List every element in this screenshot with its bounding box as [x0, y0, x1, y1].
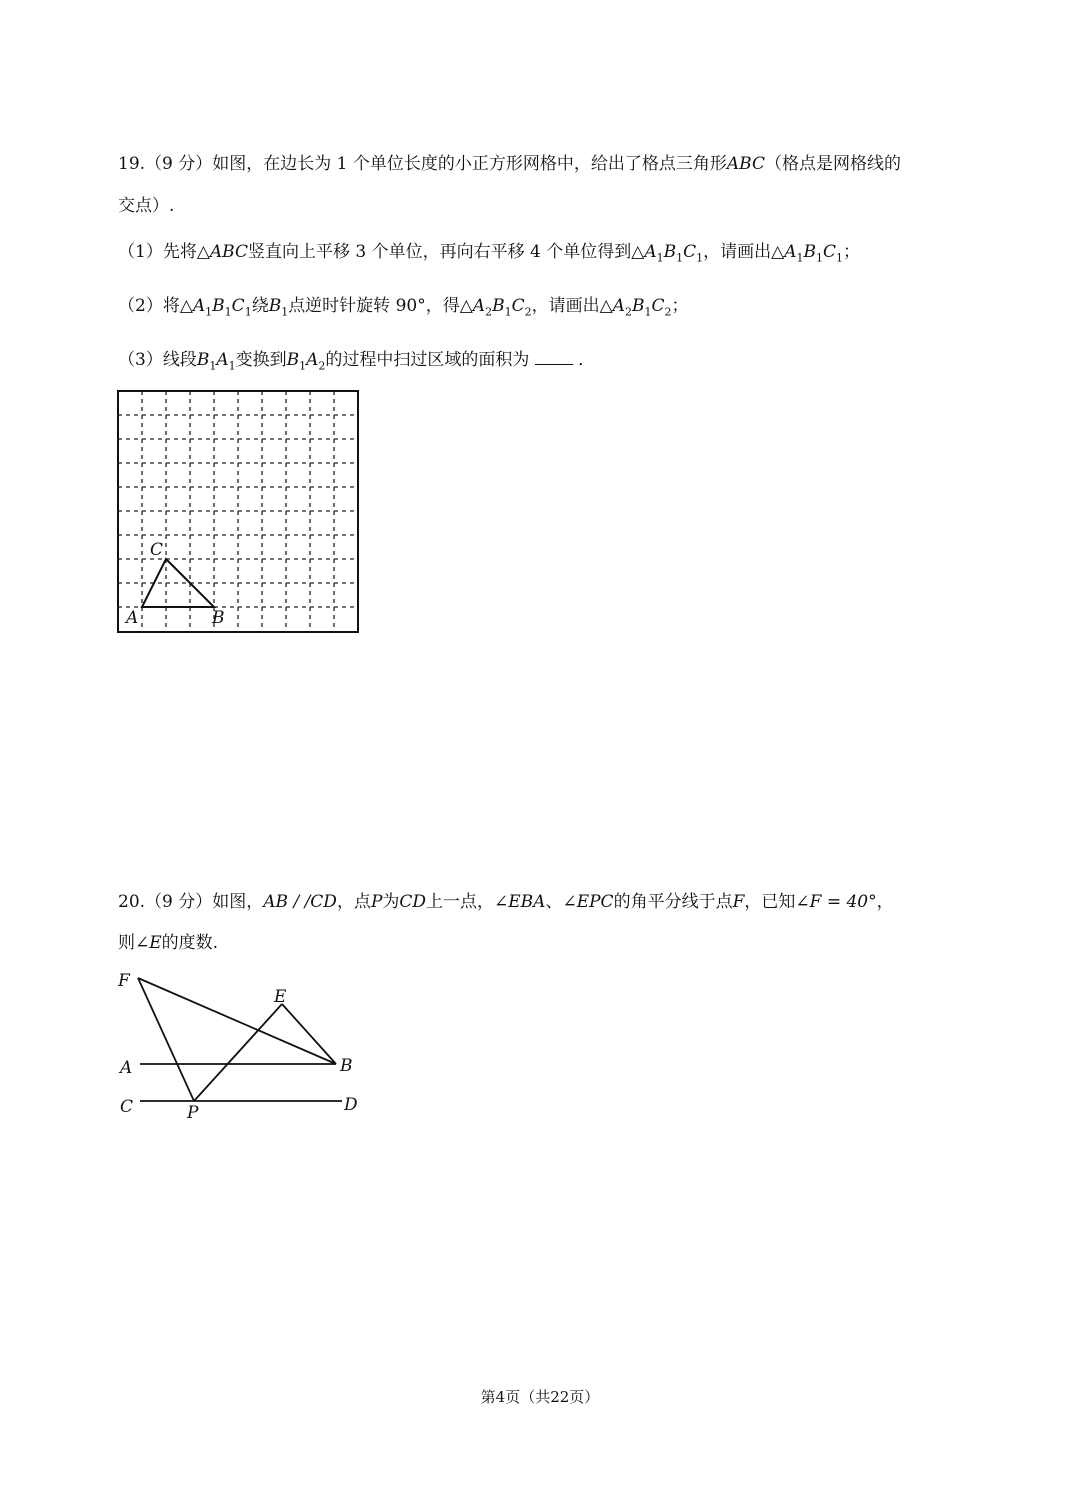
ab-parallel-cd: AB / /CD — [263, 892, 337, 912]
q19-p3-text-b: 变换到 — [235, 350, 287, 370]
q19-grid-figure — [110, 385, 370, 640]
q20-figure — [110, 960, 370, 1130]
sym-b: B — [492, 296, 505, 316]
sub-1: 1 — [228, 359, 236, 373]
grid-dashed-lines — [118, 391, 358, 632]
angle-epc: ∠EPC — [562, 892, 614, 912]
sub-2: 2 — [485, 305, 493, 319]
q20-text-e: 的角平分线于点 — [613, 892, 733, 912]
sub-2: 2 — [524, 305, 532, 319]
q20-text-c: 为 — [382, 892, 400, 912]
sym-c: C — [651, 296, 665, 316]
separator: 、 — [545, 892, 563, 912]
q19-intro-text-3: 交点）. — [118, 196, 175, 216]
q19-p1-end: ； — [842, 242, 860, 262]
label-a: A — [126, 608, 139, 628]
q19-p1-abc: ABC — [209, 242, 248, 262]
q19-p2-text-b: 绕 — [251, 296, 269, 316]
sub-1: 1 — [835, 251, 843, 265]
label-c: C — [150, 540, 164, 560]
sym-b: B — [803, 242, 816, 262]
label-c: C — [120, 1097, 134, 1117]
sub-1: 1 — [644, 305, 652, 319]
sym-c: C — [683, 242, 697, 262]
q19-p2-end: ； — [671, 296, 689, 316]
q19-p2-text-a: （2）将△ — [118, 296, 193, 316]
sub-1: 1 — [224, 305, 232, 319]
sym-b: B — [631, 296, 645, 316]
sym-a: A — [192, 296, 206, 316]
angle-f-value: ∠F = 40° — [795, 892, 877, 912]
q20-intro-line2 — [118, 931, 218, 955]
sub-2: 2 — [664, 305, 672, 319]
q19-p2-text-d: ，请画出△ — [531, 296, 613, 316]
q20-text-g: ， — [876, 892, 894, 912]
sub-2: 2 — [318, 359, 326, 373]
q19-intro-text: 19.（9 分）如图，在边长为 1 个单位长度的小正方形网格中，给出了格点三角形 — [118, 154, 727, 174]
q20-text-f: ，已知 — [744, 892, 796, 912]
q20-intro-line1 — [118, 890, 894, 914]
sub-1: 1 — [205, 305, 213, 319]
sym-a: A — [306, 350, 319, 370]
sym-a: A — [784, 242, 797, 262]
sub-1: 1 — [281, 305, 289, 319]
point-p: P — [370, 892, 383, 912]
sym-c: C — [511, 296, 525, 316]
answer-blank[interactable] — [535, 350, 573, 365]
sub-1: 1 — [504, 305, 512, 319]
label-e: E — [274, 987, 287, 1007]
q19-p3-text-c: 的过程中扫过区域的面积为 — [325, 350, 530, 370]
label-a: A — [120, 1058, 133, 1078]
q19-intro-line1 — [118, 152, 901, 176]
q20-text-d: 上一点， — [426, 892, 495, 912]
label-f: F — [118, 971, 130, 991]
point-f: F — [732, 892, 745, 912]
page-footer: 第4页（共22页） — [480, 1388, 600, 1406]
sym-c: C — [822, 242, 836, 262]
q19-p1-text-b: 竖直向上平移 3 个单位，再向右平移 4 个单位得到△ — [247, 242, 645, 262]
label-p: P — [187, 1103, 199, 1123]
sub-1: 1 — [696, 251, 704, 265]
segment-eb — [282, 1004, 336, 1064]
sub-1: 1 — [796, 251, 804, 265]
sym-a: A — [472, 296, 486, 316]
triangle-abc-label: ABC — [726, 154, 765, 174]
segment-fb — [138, 978, 336, 1064]
q19-p2-text-c: 点逆时针旋转 90°，得△ — [288, 296, 473, 316]
sub-1: 1 — [676, 251, 684, 265]
label-b: B — [212, 608, 225, 628]
q19-part2 — [118, 294, 688, 318]
q20-text-h: 则 — [118, 933, 135, 953]
q19-p1-text-c: ，请画出△ — [703, 242, 785, 262]
q19-intro-text-2: （格点是网格线的 — [764, 154, 901, 174]
q19-p1-text-a: （1）先将△ — [118, 242, 210, 262]
sym-a: A — [216, 350, 229, 370]
sub-1: 1 — [656, 251, 664, 265]
sub-1: 1 — [815, 251, 823, 265]
sym-a: A — [644, 242, 657, 262]
q19-intro-line2 — [118, 194, 174, 218]
q19-part1 — [118, 240, 860, 264]
angle-eba: ∠EBA — [494, 892, 546, 912]
sym-b: B — [196, 350, 210, 370]
sym-b: B — [663, 242, 677, 262]
q19-p3-end: ． — [578, 350, 596, 370]
sub-1: 1 — [209, 359, 217, 373]
line-cd: CD — [399, 892, 427, 912]
label-b: B — [340, 1056, 353, 1076]
sym-a: A — [612, 296, 625, 316]
q20-text-i: 的度数. — [161, 933, 219, 953]
sym-b: B — [212, 296, 225, 316]
sym-b: B — [286, 350, 300, 370]
sym-c: C — [231, 296, 245, 316]
segment-fp — [138, 978, 194, 1101]
sub-1: 1 — [299, 359, 307, 373]
q19-p3-text-a: （3）线段 — [118, 350, 197, 370]
sub-2: 2 — [624, 305, 632, 319]
sym-b: B — [268, 296, 282, 316]
q19-part3 — [118, 348, 595, 372]
q20-text-b: ，点 — [336, 892, 371, 912]
segment-pe — [194, 1004, 282, 1101]
sub-1: 1 — [244, 305, 252, 319]
label-d: D — [344, 1095, 358, 1115]
q20-text-a: 20.（9 分）如图， — [118, 892, 264, 912]
angle-e: ∠E — [135, 933, 162, 953]
